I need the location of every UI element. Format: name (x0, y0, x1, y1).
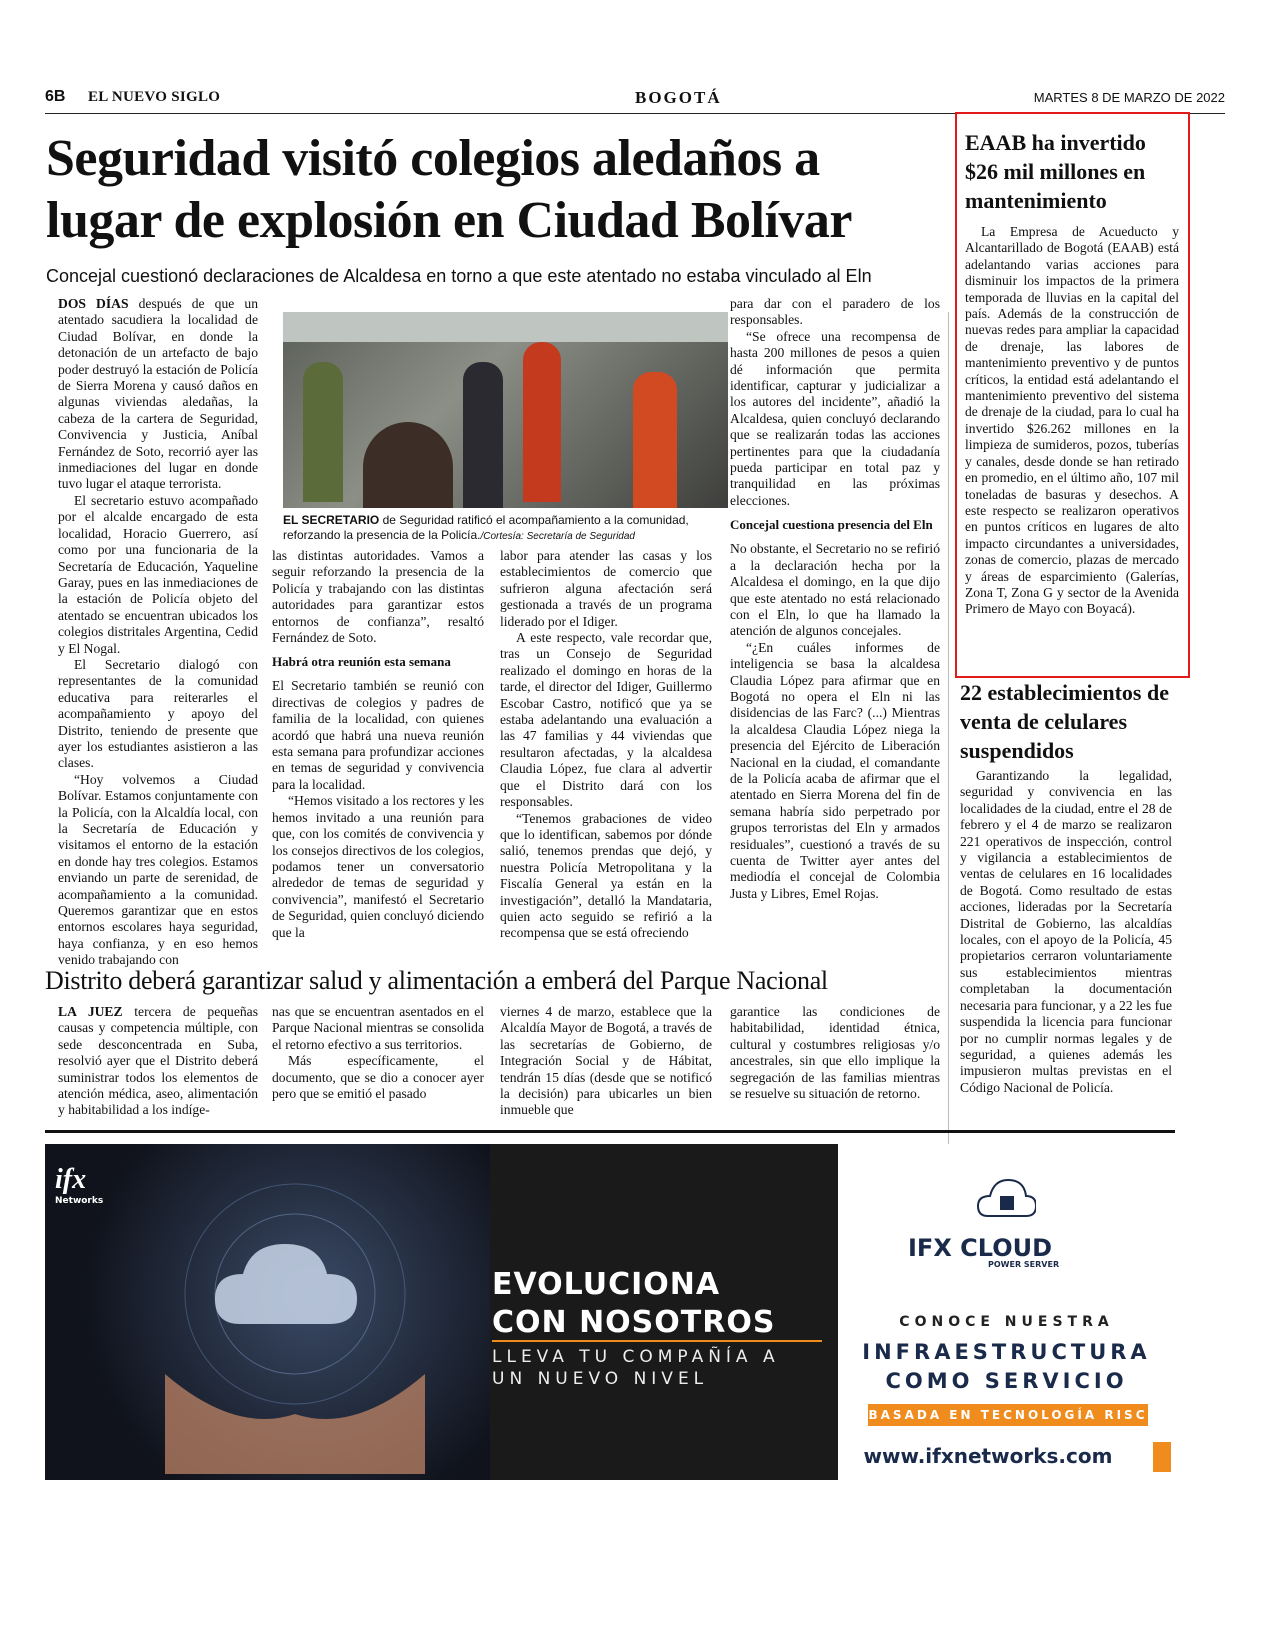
paragraph: “Hemos visitado a los rectores y les hemos invitado a una reunión para que, con los comités de convivencia y los consejos directivos de los colegios, podamos tener un conversatorio alrededor de temas de seguridad y convivencia”, manifestó el Secretario de Seguridad, quien concluyó diciendo que la (272, 793, 484, 940)
paragraph: El Secretario también se reunió con directivas de colegios y padres de familia de la localidad, con quienes acordó que habrá una nueva reunión esta semana para profundizar acciones en temas de seguridad y convivencia para la localidad. (272, 678, 484, 792)
paragraph: “Hoy volvemos a Ciudad Bolívar. Estamos conjuntamente con la Policía, con la Alcaldía local, con la Secretaría de Educación y visitamos el entorno de la estación en donde hay tres colegios. Estamos enviando un parte de serenidad, de acompañamiento a la comunidad. Queremos garantizar que en estos entornos escolares haya seguridad, haya confianza, y en eso hemos venido trabajando con (58, 771, 258, 968)
paragraph: El secretario estuvo acompañado por el alcalde encargado de esta localidad, Horacio Guerrero, así como por una funcionaria de la Secretaría de Educación, Yaqueline Garay, pues en las inmediaciones de la estación de Policía objeto del atentado se encuentran ubicados los colegios distritales Argentina, Cedid y El Nogal. (58, 492, 258, 656)
brand-name: IFX CLOUD (908, 1234, 1053, 1262)
subheading: Concejal cuestiona presencia del Eln (730, 517, 933, 533)
article-column-4 (730, 296, 940, 902)
paragraph: No obstante, el Secretario no se refirió a la declaración hecha por la Alcaldesa el domingo, en la que dijo que este atentado no está relacionado con el Eln, lo que ha llamado la atención de algunos concejales. (730, 541, 940, 639)
paragraph: “¿En cuáles informes de inteligencia se basa la alcaldesa Claudia López para afirmar que en Bogotá no opera el Eln ni las disidencias de las Farc? (...) Mientras la alcaldesa Claudia López niega la presencia del Ejército de Liberación Nacional en la ciudad, el comandante de la Policía acaba de afirmar que el atentado en Sierra Morena del fin de semana habría sido perpetrado por grupos terroristas del Eln y armados residuales”, cuestionó a través de su cuenta de Twitter ayer antes del mediodía el concejal de Colombia Justa y Libres, Emel Rojas. (730, 639, 940, 901)
ad-basada: BASADA EN TECNOLOGÍA RISC (868, 1404, 1148, 1426)
sidebar-headline: EAAB ha invertido $26 mil millones en mantenimiento (965, 130, 1146, 213)
orange-square (1153, 1442, 1171, 1472)
ifx-logo: ifx Networks (55, 1164, 104, 1206)
highlighted-sidebar-box (955, 112, 1190, 678)
sidebar-text: La Empresa de Acueducto y Alcantarillado de Bogotá (EAAB) está adelantando varias acciones para disminuir los impactos de la primera temporada de lluvias en la capital del país. Además de la construcción de nuevas redes para ampliar la capacidad de drenaje, las labores de mantenimiento preventivo y de puntos críticos, la entidad está adelantando el mantenimiento preventivo del sistema de drenaje de la ciudad, para lo cual ha invertido $26.262 millones en la limpieza de sumideros, pozos, tuberías y canales, desde donde se han retirado en promedio, en el último año, 107 mil toneladas de basuras y desechos. A este respecto se realizaron operativos en puntos críticos en lugares de alto impacto circundantes a universidades, zonas de comercio, plazas de mercado y áreas de esparcimiento (Galerías, Zona T, Zona G y sector de la Avenida Primero de Mayo con Boyacá). (965, 224, 1179, 617)
ad-url[interactable]: www.ifxnetworks.com (863, 1444, 1113, 1468)
ad-headline: EVOLUCIONA CON NOSOTROS (492, 1267, 776, 1340)
sidebar2-headline: 22 establecimientos de venta de celulares suspendidos (960, 680, 1169, 763)
photo-caption: EL SECRETARIO de Seguridad ratificó el acompañamiento a la comunidad, reforzando la presencia de la Policía./Cortesía: Secretaría de Seguridad (283, 513, 689, 542)
main-headline: Seguridad visitó colegios aledaños a lugar de explosión en Ciudad Bolívar (46, 130, 852, 249)
ad-infra: INFRAESTRUCTURA COMO SERVICIO (862, 1340, 1151, 1393)
second-column-3: viernes 4 de marzo, establece que la Alcaldía Mayor de Bogotá, a través de las secretarías de Gobierno, de Integración Social y de Hábitat, tendrán 15 días (desde que se notificó la decisión) para ubicarles un bien inmueble que (500, 1004, 712, 1118)
lead-text: DOS DÍAS (58, 296, 129, 311)
cloud-icon (45, 1144, 490, 1480)
main-subheadline: Concejal cuestionó declaraciones de Alcaldesa en torno a que este atentado no estaba vinculado al Eln (46, 266, 872, 286)
ad-tagline: LLEVA TU COMPAÑÍA A UN NUEVO NIVEL (492, 1340, 822, 1390)
ad-conoce: CONOCE NUESTRA (899, 1314, 1114, 1330)
page-header (45, 88, 1225, 114)
second-headline: Distrito deberá garantizar salud y alimentación a emberá del Parque Nacional (45, 966, 828, 995)
paragraph: después de que un atentado sacudiera la localidad de Ciudad Bolívar, en donde la detonación de un artefacto de bajo poder destruyó la estación de Policía de Sierra Morena y causó daños en algunas viviendas aledañas, la cabeza de la cartera de Seguridad, Convivencia y Justicia, Aníbal Fernández de Soto, recorrió ayer las inmediaciones del lugar en donde tuvo lugar el ataque terrorista. (58, 296, 258, 492)
paragraph: El Secretario dialogó con representantes de la comunidad educativa para reiterarles el acompañamiento y apoyo del Distrito, teniendo de presente que ayer los estudiantes asistieron a las clases. (58, 656, 258, 771)
ad-image-cloud-hands (45, 1144, 490, 1480)
article-photo (283, 312, 728, 508)
second-column-2: nas que se encuentran asentados en el Parque Nacional mientras se consolida el retorno efectivo a sus territorios. Más específicamente, el documento, que se dio a conocer ayer pero que se emitió el pasado (272, 1004, 484, 1102)
paragraph: “Tenemos grabaciones de video que lo identifican, sabemos por dónde salió, tenemos prendas que dejó, y nuestra Policía Metropolitana y la Fiscalía General ya están en la investigación”, detalló la Mandataria, quien acto seguido se refirió a la recompensa que se está ofreciendo (500, 810, 712, 941)
issue-date: MARTES 8 DE MARZO DE 2022 (1033, 90, 1225, 105)
second-column-4: garantice las condiciones de habitabilidad, identidad étnica, cultural y costumbres religiosas y/o ancestrales, sin que ello implique la segregación de las familias mientras se resuelve su situación de retorno. (730, 1004, 940, 1102)
ad-separator-rule (45, 1130, 1175, 1133)
page-number: 6B (45, 88, 66, 105)
article-column-2 (272, 548, 484, 941)
paragraph: labor para atender las casas y los establecimientos de comercio que sufrieron alguna afectación será gestionada a través de un programa liderado por el Idiger. (500, 548, 712, 629)
subheading: Habrá otra reunión esta semana (272, 654, 451, 670)
ad-middle-panel (490, 1144, 838, 1480)
cloud-chip-icon (976, 1174, 1036, 1229)
sidebar2-text: Garantizando la legalidad, seguridad y convivencia en las localidades de la ciudad, entre el 28 de febrero y el 4 de marzo se realizaron 221 operativos de inspección, control y vigilancia a establecimientos de ventas de celulares en 16 localidades de Bogotá. Como resultado de estas acciones, lideradas por la Secretaría Distrital de Gobierno, las alcaldías locales, con el apoyo de la Policía, 45 propietarios cerraron voluntariamente sus establecimientos mientras completaban la documentación necesaria para funcionar, y a 22 les fue suspendida la licencia para funcionar por no cumplir normas legales y de seguridad, a quienes además les impusieron multas previstas en el Código Nacional de Policía. (960, 768, 1172, 1095)
article-column-1 (58, 296, 258, 969)
second-column-1: LA JUEZ tercera de pequeñas causas y competencia múltiple, con sede desconcentrada en Suba, resolvió ayer que el Distrito deberá suministrar todos los elementos de atención médica, aseo, alimentación y habitabilidad a los indíge- (58, 1004, 259, 1118)
paragraph: “Se ofrece una recompensa de hasta 200 millones de pesos a quien dé información que permita identificar, capturar y judicializar a los autores del incidente”, añadió la Alcaldesa, quien concluyó declarando que se realizarán todas las acciones pertinentes para que la ciudadanía pueda participar en total paz y tranquilidad en las próximas elecciones. (730, 328, 940, 508)
paragraph: A este respecto, vale recordar que, tras un Consejo de Seguridad realizado el domingo en horas de la tarde, el director del Idiger, Guillermo Escobar Castro, notificó que ya se estaba adelantando una evaluación a las 47 familias y 44 viviendas que resultaron afectadas, y la alcaldesa Claudia López, fue clara al advertir que el Distrito dará con los responsables. (500, 630, 712, 810)
article-column-3 (500, 548, 712, 942)
paragraph: las distintas autoridades. Vamos a seguir reforzando la presencia de la Policía y trabajando con las distintas autoridades para garantizar estos entornos de confianza”, resaltó Fernández de Soto. (272, 548, 484, 646)
brand-subtitle: POWER SERVER (988, 1260, 1060, 1269)
ad-right-panel (838, 1144, 1175, 1480)
advertisement (45, 1144, 1175, 1480)
section-name: BOGOTÁ (635, 88, 722, 107)
publication-name: EL NUEVO SIGLO (88, 89, 221, 105)
paragraph: para dar con el paradero de los responsables. (730, 296, 940, 328)
